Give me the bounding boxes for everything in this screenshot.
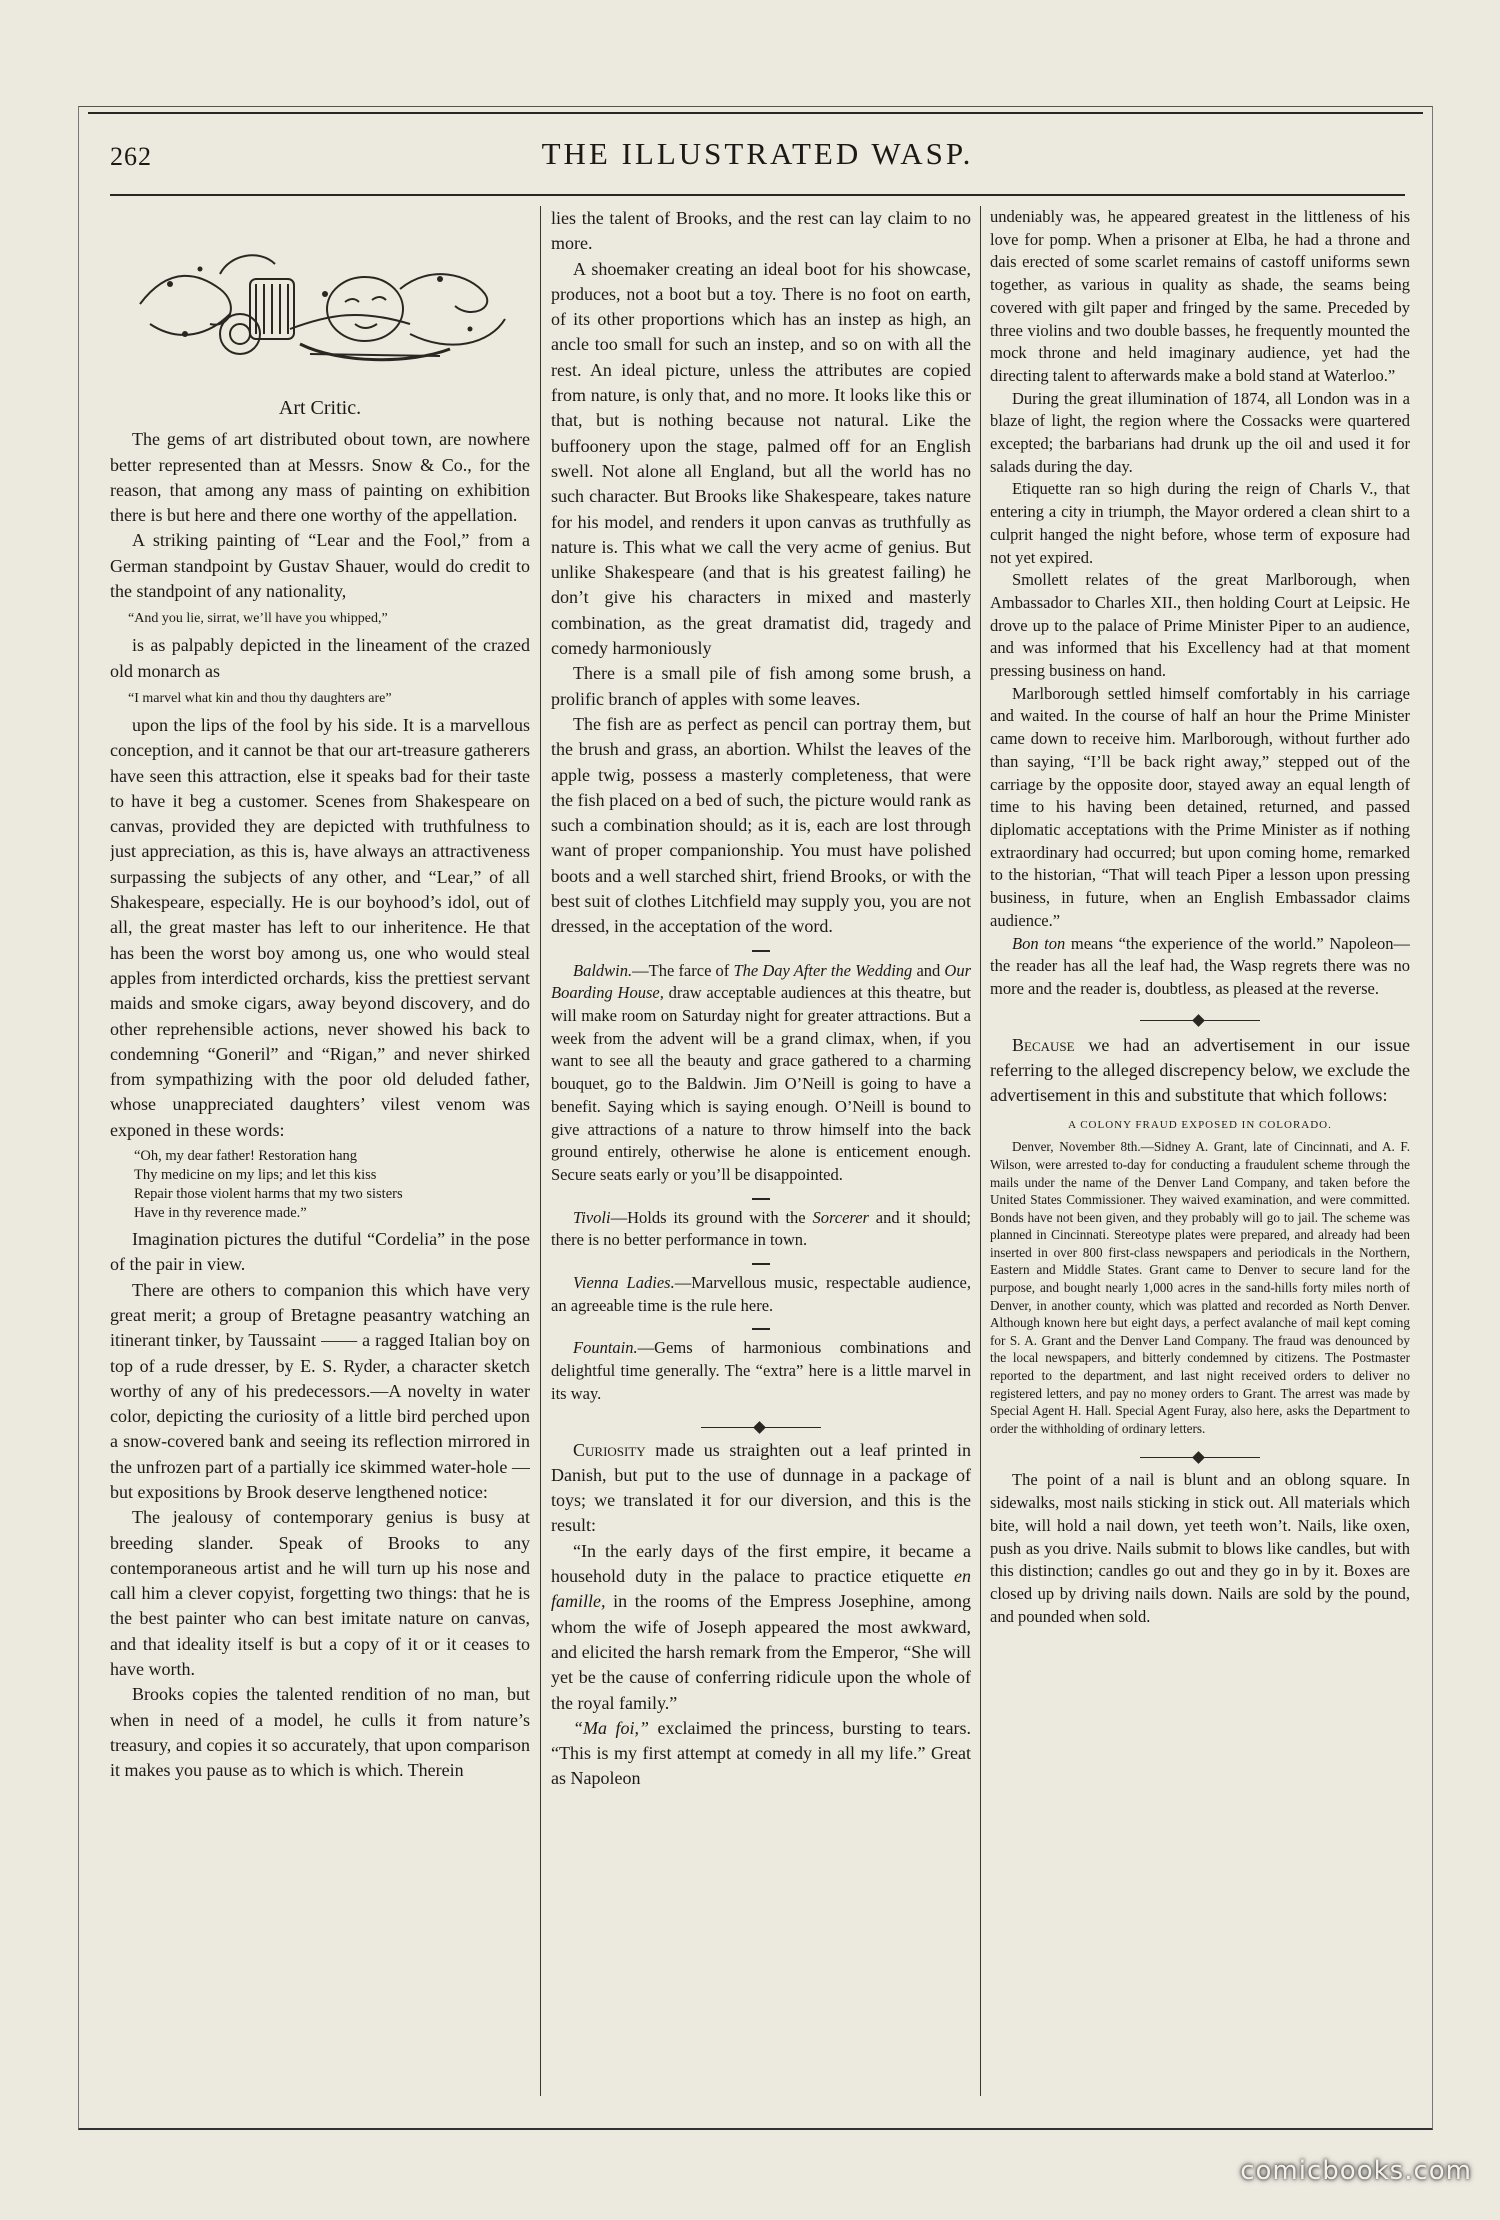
italic-phrase: “Ma foi,” (573, 1717, 650, 1738)
play-title: The Day After the Wedding (733, 960, 913, 980)
paragraph: A striking painting of “Lear and the Fool,” from a German standpoint by Gustav Shauer, would do credit to the standpoint of any nationality, (110, 530, 530, 602)
column-rule (980, 206, 981, 2096)
header-rule (110, 194, 1405, 196)
column-rule (540, 206, 541, 2096)
news-item: Denver, November 8th.—Sidney A. Grant, late of Cincinnati, and A. F. Wilson, were arrested to-day for conducting a fraudulent scheme through the mails under the name of the Denver Land Company, and taken before the United States Commissioner. They waived examination, and were committed. Bonds have not been given, and they probably will go to jail. The scheme was planned in Cincinnati. Stereotype plates were prepared, and already had been inserted in over 800 first-class newspapers and periodicals in the Northern, Eastern and Middle States. Grant came to Denver to secure land for the purpose, and bought nearly 1,000 acres in the sand-hills forty miles north of Denver, in another county, which was platted and recorded as North Denver. Although known here but eight days, a perfect avalanche of mail kept coming for S. A. Grant and the Denver Land Company. The fraud was denounced by the local newspapers, and bitterly condemned by citizens. The Postmaster reported to the department, and last night received orders to deliver no registered letters, and pay no money orders to Grant. The arrest was made by Special Agent H. Hall. Special Agent Furay, also here, asks the Department to order the withholding of ordinary letters. (990, 1139, 1410, 1436)
paragraph: upon the lips of the fool by his side. It is a marvellous conception, and it cannot be that our art-treasure gatherers have seen this attraction, else it speaks bad for their taste to have it beg a customer. Scenes from Shakespeare on canvas, provided they are depicted with truthfulness to just appreciation, as this is, have always an attractiveness surpassing the subjects of any other, and “Lear,” of all Shakespeare, especially. He is our boyhood’s idol, out of all, the great master has left to our inheritence. He that has been the worst boy among us, one who would steal apples from interdicted orchards, kiss the prettiest servant maids and smoke cigars, away beyond discovery, and do other reprehensible actions, never showed his back to condemning “Goneril” and “Rigan,” and never shirked from sympathizing with the poor old deluded father, whose unappreciated daughters’ vilest venom was exponed in these words: (110, 714, 530, 1140)
paragraph: During the great illumination of 1874, all London was in a blaze of light, the region where the Cossacks were quartered excepted; the barbarians had drunk up the oil and used it for salads during the day. (990, 388, 1410, 476)
theatre-notice-baldwin: Baldwin.—The farce of The Day After the Wedding and Our Boarding House, draw acceptable audiences at this theatre, but will make room on Saturday night for greater attractions. But a week from the advent will be a grand climax, when, if you want to see all the beauty and grace gathered to a charming bouquet, go to the Baldwin. Jim O’Neill is going to have a benefit. Saying which is saying enough. O’Neill is bound to give attractions of a nature to throw himself into the back ground entirely, otherwise he alone is enticement enough. Secure seats early or you’ll be disappointed. (551, 960, 971, 1184)
italic-phrase: Bon ton (1012, 933, 1066, 953)
news-headline: A COLONY FRAUD EXPOSED IN COLORADO. (1068, 1118, 1332, 1131)
paragraph: The jealousy of contemporary genius is busy at breeding slander. Speak of Brooks to any contemporaneous artist and he will turn up his nose and call him a clever copyist, forgetting two things: that he is the best painter who can best imitate nature on canvas, and that ideality itself is but a copy of it or it ceases to have worth. (110, 1507, 530, 1680)
play-title: Our Boarding House, (551, 960, 971, 1003)
dash-separator (551, 1319, 971, 1335)
notice-lead: Tivoli (573, 1207, 611, 1227)
paragraph: A shoemaker creating an ideal boot for his showcase, produces, not a boot but a toy. There is no foot on earth, of its other proportions which has an instep as high, an ancle too small for such an instep, and so on with all the rest. An ideal picture, unless the attributes are copied from nature, is only that, and no more. It looks like this or that, but is nothing because not natural. Like the buffoonery upon the stage, palmed off for an English swell. Not alone all England, but all the world has no such character. But Brooks like Shakespeare, takes nature for his model, and renders it upon canvas as truthfully as nature is. This what we call the very acme of genius. But unlike Shakespeare (and that is his greatest failing) he don’t give his characters in mixed and masterly combination, as the great dramatist did, tragedy and comedy harmoniously (551, 258, 971, 659)
notice-lead: Fountain. (573, 1338, 638, 1358)
italic-phrase: en famille, (551, 1566, 971, 1612)
paragraph: Brooks copies the talented rendition of no man, but when in need of a model, he culls it from nature’s treasury, and copies it so accurately, that upon comparison it makes you pause as to which is which. Therein (110, 1684, 530, 1781)
poem-line: Have in thy reverence made.” (134, 1205, 307, 1222)
paragraph: Imagination pictures the dutiful “Cordelia” in the pose of the pair in view. (110, 1229, 530, 1275)
theatre-notice-tivoli: Tivoli—Holds its ground with the Sorcerer and it should; there is no better performance in town. (551, 1207, 971, 1250)
ornamental-divider (551, 1414, 971, 1428)
paragraph: is as palpably depicted in the lineament of the crazed old monarch as (110, 635, 530, 681)
lead-word: Because (1012, 1034, 1075, 1055)
decorative-ornament-illustration (110, 234, 530, 384)
paragraph: “Ma foi,” exclaimed the princess, bursting to tears. “This is my first attempt at comedy in all my life.” Great as Napoleon (551, 1717, 971, 1789)
quotation: “And you lie, sirrat, we’ll have you whipped,” (128, 611, 388, 627)
paragraph: Smollett relates of the great Marlborough, when Ambassador to Charles XII., then holding Court at Leipsic. He drove up to the palace of Prime Minister Piper to an audience, and was informed that his Excellency had at that moment pressing business on hand. (990, 570, 1410, 681)
paragraph: Etiquette ran so high during the reign of Charls V., that entering a city in triumph, the Mayor ordered a clean shirt to a culprit hanged the night before, whose term of exposure had not yet expired. (990, 479, 1410, 567)
poem-line: Thy medicine on my lips; and let this kiss (134, 1167, 377, 1184)
paragraph: “In the early days of the first empire, it became a household duty in the palace to practice etiquette en famille, in the rooms of the Empress Josephine, among whom the wife of Joseph appeared the most awkward, and elicited the harsh remark from the Emperor, “She will yet be the cause of conferring ridicule upon the whole of the royal family.” (551, 1540, 971, 1713)
poem-line: Repair those violent harms that my two sisters (134, 1186, 403, 1203)
paragraph: Bon ton means “the experience of the world.” Napoleon—the reader has all the leaf had, the Wasp regrets there was no more and the reader is, doubtless, as pleased at the reverse. (990, 933, 1410, 998)
poem-quote (110, 1147, 530, 1223)
column-1 (110, 206, 530, 2096)
watermark-text: comicbooks.com (1240, 2156, 1472, 2186)
notice-lead: Vienna Ladies. (573, 1273, 675, 1293)
ornamental-divider (990, 1009, 1410, 1023)
paragraph: The point of a nail is blunt and an oblong square. In sidewalks, most nails sticking in stick out. All materials which bite, will hold a nail down, yet teeth won’t. Nails, like oxen, push as you drive. Nails submit to blows like candles, but with this distinction; candles go out and they go in by it. Boxes are closed up by driving nails down. Nails are sold by the pound, and pounded when sold. (990, 1470, 1410, 1626)
poem-line: “Oh, my dear father! Restoration hang (134, 1148, 358, 1165)
page-number: 262 (110, 142, 152, 171)
notice-lead: Baldwin. (573, 960, 633, 980)
paragraph: There is a small pile of fish among some brush, a prolific branch of apples with some leaves. (551, 663, 971, 709)
column-3 (990, 206, 1410, 2096)
column-2 (551, 206, 971, 2096)
ornamental-divider (990, 1445, 1410, 1459)
paragraph: There are others to companion this which have very great merit; a group of Bretagne peasantry watching an itinerant tinker, by Taussaint —— a ragged Italian boy on top of a rude dresser, by E. S. Ryder, a character sketch worthy of any of his predecessors.—A novelty in water color, depicting the curiosity of a little bird perched upon a snow-covered bank and seeing its reflection mirrored in the unfrozen part of a partially ice skimmed water-hole — but expositions by Brook deserve lengthened notice: (110, 1279, 530, 1502)
paragraph: The gems of art distributed obout town, are nowhere better represented than at Messrs. Snow & Co., for the reason, that among any mass of painting on exhibition there is but here and there one worthy of the appellation. (110, 429, 530, 526)
dash-separator (551, 1189, 971, 1205)
dash-separator (551, 1254, 971, 1270)
theatre-notice-vienna: Vienna Ladies.—Marvellous music, respectable audience, an agreeable time is the rule here. (551, 1273, 971, 1315)
paragraph: Curiosity made us straighten out a leaf printed in Danish, but put to the use of dunnage in a package of toys; we translated it for our diversion, and this is the result: (551, 1439, 971, 1536)
paragraph: Marlborough settled himself comfortably in his carriage and waited. In the course of half an hour the Prime Minister came down to receive him. Marlborough, without further ado than saying, “I’ll be back right away,” stepped out of the carriage by the opposite door, stayed away an equal length of time to his having been detained, returned, and passed diplomatic acceptations with the Prime Minister as if nothing extraordinary had occurred; but upon coming home, remarked to the historian, “That will teach Piper a lesson upon pressing business, in future, when an English Embassador claims audience.” (990, 683, 1410, 930)
quotation: “I marvel what kin and thou thy daughters are” (128, 690, 392, 706)
page-header (110, 136, 1405, 180)
paragraph: lies the talent of Brooks, and the rest can lay claim to no more. (551, 208, 971, 254)
lead-word: Curiosity (573, 1439, 646, 1460)
section-title: Art Critic. (278, 397, 362, 419)
dash-separator (551, 942, 971, 958)
paragraph: The fish are as perfect as pencil can portray them, but the brush and grass, an abortion. Whilst the leaves of the apple twig, possess a masterly completeness, that were the fish placed on a bed of such, the picture would rank as such a combination should; as it is, each are lost through want of proper companionship. You must have polished boots and a well starched shirt, friend Brooks, or with the best suit of clothes Litchfield may supply you, you are not dressed, in the acceptation of the word. (551, 713, 971, 937)
paragraph: undeniably was, he appeared greatest in the littleness of his love for pomp. When a prisoner at Elba, he had a throne and dais erected of some scarlet remains of castoff uniforms sewn together, as various in quality as shade, the seams being covered with gilt paper and fringed by the same. Preceded by three violins and two double basses, he frequently mounted the mock throne and held imaginary audience, yet had the directing talent to afterwards make a bold stand at Waterloo.” (990, 207, 1410, 385)
theatre-notice-fountain: Fountain.—Gems of harmonious combinations and delightful time generally. The “extra” here is a little marvel in its way. (551, 1338, 971, 1403)
masthead-title: THE ILLUSTRATED WASP. (541, 136, 974, 171)
newspaper-page (88, 112, 1423, 2116)
paragraph: Because we had an advertisement in our issue referring to the alleged discrepency below, we exclude the advertisement in this and substitute that which follows: (990, 1034, 1410, 1105)
play-title: Sorcerer (812, 1207, 869, 1227)
